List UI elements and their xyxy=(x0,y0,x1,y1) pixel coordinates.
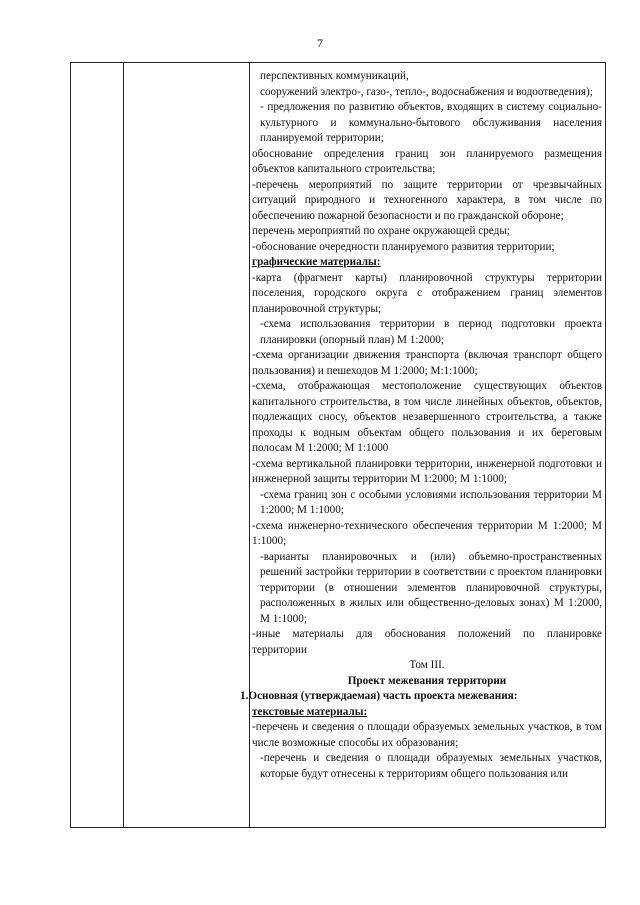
text-line: -перечень и сведения о площади образуемых земельных участков, в том числе возможные способы их образования; xyxy=(252,721,602,749)
text-line: -перечень и сведения о площади образуемых земельных участков, которые будут отнесены к территориям общего пользования или xyxy=(260,752,602,780)
text-line: -карта (фрагмент карты) планировочной структуры территории поселения, городского округа с отображением границ элементов планировочной структуры; xyxy=(252,271,602,315)
text-line: - предложения по развитию объектов, входящих в систему социально-культурного и коммунально-бытового обслуживания населения планируемой территории; xyxy=(260,101,602,144)
text-line: обоснование определения границ зон планируемого размещения объектов капитального строительства; xyxy=(252,147,602,175)
text-line: -схема организации движения транспорта (включая транспорт общего пользования) и пешеходов М 1:2000; М:1:1000; xyxy=(252,349,602,377)
text-line: -схема вертикальной планировки территории, инженерной подготовки и инженерной защиты территории М 1:2000; М 1:1000; xyxy=(252,457,602,485)
numbered-heading: 1.Основная (утверждаемая) часть проекта межевания: xyxy=(240,690,518,702)
page-number: 7 xyxy=(317,36,323,50)
text-line: -схема границ зон с особыми условиями использования территории М 1:2000; М 1:1000; xyxy=(260,488,602,516)
text-line: -варианты планировочных и (или) объемно-пространственных решений застройки территории в соответствии с проектом планировки территории (в отношении элементов планировочной структуры, расположенных в жилых или общественно-деловых зонах) М 1:2000, М 1:1000; xyxy=(260,550,602,625)
text-line: перечень мероприятий по охране окружающей среды; xyxy=(252,225,510,237)
table-frame xyxy=(70,62,606,828)
column-divider-2 xyxy=(249,63,250,827)
volume-title: Том III. xyxy=(409,659,445,671)
volume-subtitle: Проект межевания территории xyxy=(347,674,507,687)
column-divider-1 xyxy=(123,63,124,827)
text-line: -иные материалы для обоснования положений по планировке территории xyxy=(252,628,602,656)
text-line: сооружений электро-, газо-, тепло-, водоснабжения и водоотведения); xyxy=(260,85,593,98)
text-line: -схема использования территории в период подготовки проекта планировки (опорный план) М 1:2000; xyxy=(260,318,602,346)
text-line: -схема инженерно-технического обеспечения территории М 1:2000; М 1:1000; xyxy=(252,519,602,547)
text-line: перспективных коммуникаций, xyxy=(260,70,409,82)
section-heading-text: текстовые материалы: xyxy=(252,705,368,718)
table-cell-content xyxy=(240,69,602,782)
text-line: -перечень мероприятий по защите территории от чрезвычайных ситуаций природного и техногенного характера, в том числе по обеспечению пожарной безопасности и по гражданской обороне; xyxy=(252,178,602,222)
text-line: -схема, отображающая местоположение существующих объектов капитального строительства, в том числе линейных объектов, объектов, подлежащих сносу, объектов незавершенного строительства, а также проходы к водным объектам общего пользования и их береговым полосам М 1:2000; М 1:1000 xyxy=(252,380,602,454)
text-line: -обоснование очередности планируемого развития территории; xyxy=(252,240,555,253)
section-heading-graphic: графические материалы: xyxy=(252,256,381,268)
